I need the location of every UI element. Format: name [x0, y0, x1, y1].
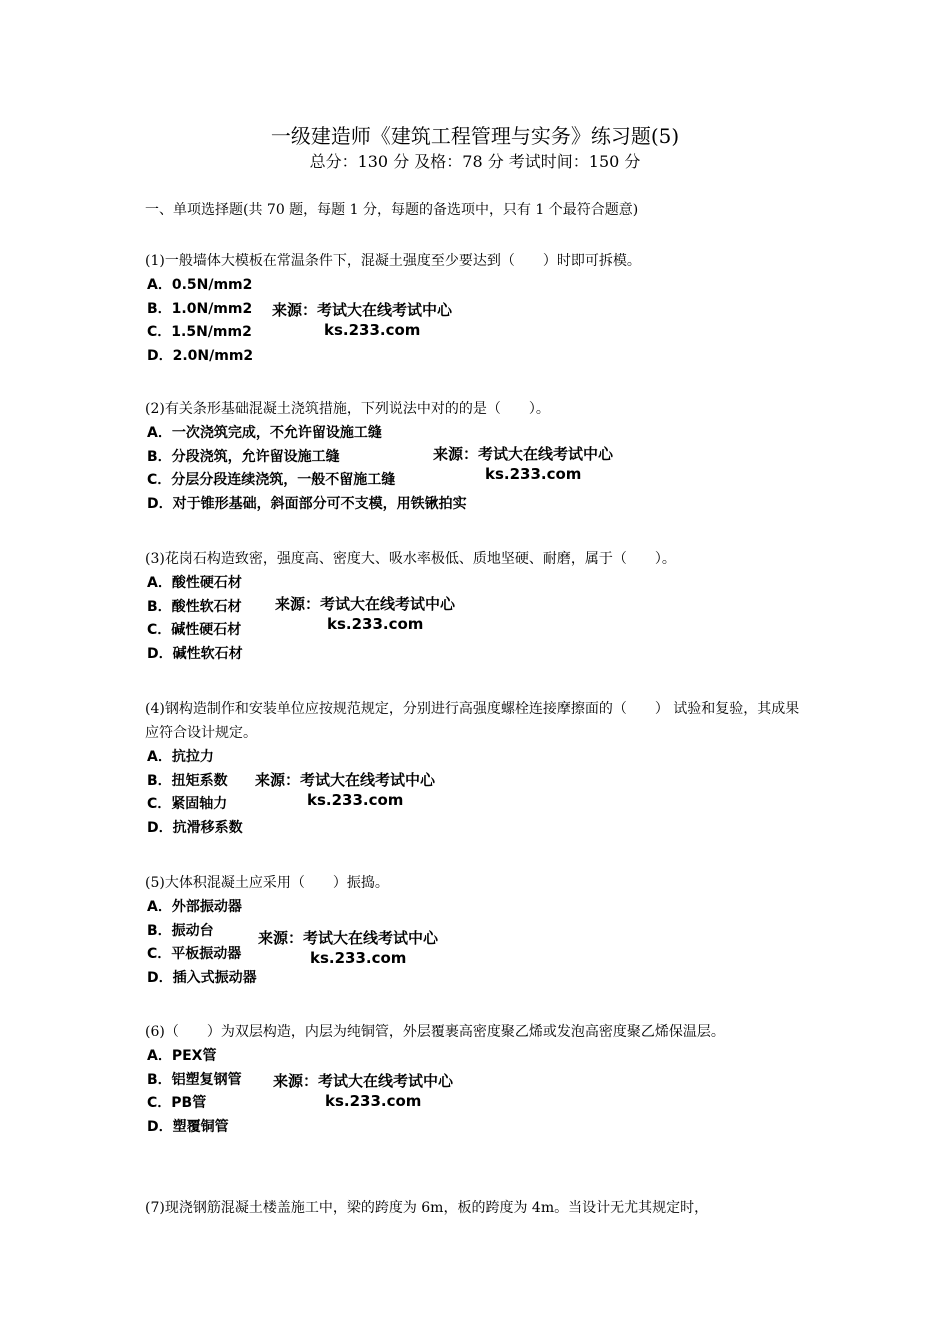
document-title: 一级建造师《建筑工程管理与实务》练习题(5) — [270, 124, 680, 148]
question-options — [145, 1045, 810, 1139]
watermark — [433, 444, 613, 484]
option-d: D．2.0N/mm2 — [147, 347, 254, 364]
option-a: A．一次浇筑完成，不允许留设施工缝 — [147, 425, 382, 441]
watermark-url: ks.233.com — [327, 615, 424, 633]
option-a: A．PEX管 — [147, 1048, 217, 1064]
option-d: D．碱性软石材 — [147, 645, 243, 662]
question-6 — [145, 1020, 810, 1139]
option-b: B．振动台 — [147, 922, 214, 939]
option-b: B．1.0N/mm2 — [147, 300, 253, 317]
watermark — [258, 928, 438, 968]
question-2 — [145, 397, 810, 516]
question-5 — [145, 871, 810, 990]
option-d: D．抗滑移系数 — [147, 819, 243, 836]
question-options — [145, 274, 810, 368]
option-d: D．塑覆铜管 — [147, 1118, 229, 1135]
watermark — [255, 770, 435, 810]
question-stem: (4)钢构造制作和安装单位应按规范规定，分别进行高强度螺栓连接摩擦面的（ ） 试验和复验，其成果应符合设计规定。 — [145, 701, 800, 741]
watermark-source: 来源：考试大在线考试中心 — [275, 595, 456, 613]
watermark-url: ks.233.com — [324, 321, 421, 339]
watermark-url: ks.233.com — [325, 1092, 422, 1110]
question-3 — [145, 547, 810, 666]
option-d: D．插入式振动器 — [147, 969, 257, 986]
watermark — [275, 594, 455, 634]
watermark-url: ks.233.com — [307, 791, 404, 809]
watermark-url: ks.233.com — [310, 949, 407, 967]
option-b: B．分段浇筑，允许留设施工缝 — [147, 448, 340, 465]
question-options — [145, 896, 810, 990]
option-a: A．外部振动器 — [147, 899, 242, 915]
question-stem: (1)一般墙体大模板在常温条件下，混凝土强度至少要达到（ ）时即可拆模。 — [145, 253, 641, 269]
watermark-source: 来源：考试大在线考试中心 — [258, 929, 439, 947]
question-stem: (6)（ ）为双层构造，内层为纯铜管，外层覆裹高密度聚乙烯或发泡高密度聚乙烯保温层。 — [145, 1024, 725, 1040]
option-c: C．PB管 — [147, 1095, 207, 1111]
option-a: A．酸性硬石材 — [147, 575, 242, 591]
question-1 — [145, 249, 810, 368]
question-4 — [145, 697, 810, 840]
option-c: C．紧固轴力 — [147, 796, 228, 812]
option-a: A．抗拉力 — [147, 749, 214, 765]
watermark — [273, 1071, 453, 1111]
question-options — [145, 572, 810, 666]
question-stem: (5)大体积混凝土应采用（ ）振捣。 — [145, 875, 389, 891]
section-heading: 一、单项选择题(共 70 题，每题 1 分，每题的备选项中，只有 1 个最符合题意) — [145, 202, 639, 218]
option-c: C．平板振动器 — [147, 946, 242, 962]
question-options — [145, 746, 810, 840]
option-c: C．1.5N/mm2 — [147, 324, 252, 340]
question-stem: (3)花岗石构造致密，强度高、密度大、吸水率极低、质地坚硬、耐磨，属于（ ）。 — [145, 551, 676, 567]
watermark-source: 来源：考试大在线考试中心 — [273, 1072, 454, 1090]
question-stem: (2)有关条形基础混凝土浇筑措施，下列说法中对的的是（ ）。 — [145, 401, 550, 417]
watermark-source: 来源：考试大在线考试中心 — [433, 445, 614, 463]
watermark-source: 来源：考试大在线考试中心 — [255, 771, 436, 789]
question-7 — [145, 1196, 810, 1220]
question-options — [145, 422, 810, 516]
watermark-url: ks.233.com — [485, 465, 582, 483]
option-b: B．铝塑复钢管 — [147, 1071, 242, 1088]
question-stem: (7)现浇钢筋混凝土楼盖施工中，梁的跨度为 6m，板的跨度为 4m。当设计无尤其规定时， — [145, 1200, 709, 1216]
option-c: C．分层分段连续浇筑，一般不留施工缝 — [147, 472, 396, 488]
option-c: C．碱性硬石材 — [147, 622, 242, 638]
option-d: D．对于锥形基础，斜面部分可不支模，用铁锹拍实 — [147, 495, 467, 512]
option-a: A．0.5N/mm2 — [147, 277, 253, 293]
option-b: B．酸性软石材 — [147, 598, 242, 615]
watermark-source: 来源：考试大在线考试中心 — [272, 301, 453, 319]
exam-info: 总分：130 分 及格：78 分 考试时间：150 分 — [309, 152, 641, 171]
watermark — [272, 300, 452, 340]
option-b: B．扭矩系数 — [147, 772, 228, 789]
